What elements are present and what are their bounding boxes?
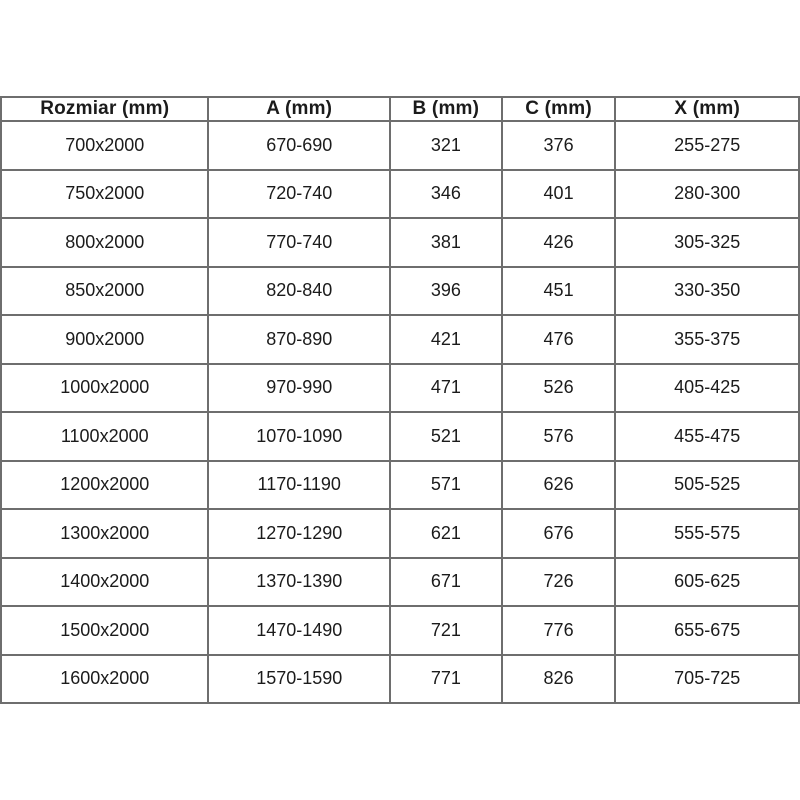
cell-x: 555-575	[615, 509, 799, 558]
cell-a: 1170-1190	[208, 461, 390, 510]
cell-x: 655-675	[615, 606, 799, 655]
column-header-b: B (mm)	[390, 97, 502, 121]
cell-x: 255-275	[615, 121, 799, 170]
cell-rozmiar: 1000x2000	[1, 364, 208, 413]
table-row	[1, 315, 799, 364]
cell-b: 346	[390, 170, 502, 219]
cell-a: 770-740	[208, 218, 390, 267]
cell-c: 451	[502, 267, 616, 316]
cell-b: 471	[390, 364, 502, 413]
cell-rozmiar: 1500x2000	[1, 606, 208, 655]
cell-b: 621	[390, 509, 502, 558]
cell-a: 1070-1090	[208, 412, 390, 461]
cell-x: 455-475	[615, 412, 799, 461]
cell-rozmiar: 1400x2000	[1, 558, 208, 607]
table-row	[1, 606, 799, 655]
cell-a: 1270-1290	[208, 509, 390, 558]
dimension-table	[0, 96, 800, 704]
table-header-row	[1, 97, 799, 121]
cell-x: 355-375	[615, 315, 799, 364]
cell-x: 505-525	[615, 461, 799, 510]
cell-rozmiar: 700x2000	[1, 121, 208, 170]
cell-c: 476	[502, 315, 616, 364]
cell-rozmiar: 1600x2000	[1, 655, 208, 704]
cell-rozmiar: 750x2000	[1, 170, 208, 219]
table-row	[1, 655, 799, 704]
cell-c: 401	[502, 170, 616, 219]
cell-a: 670-690	[208, 121, 390, 170]
cell-rozmiar: 800x2000	[1, 218, 208, 267]
table-row	[1, 461, 799, 510]
cell-b: 771	[390, 655, 502, 704]
cell-b: 571	[390, 461, 502, 510]
cell-c: 426	[502, 218, 616, 267]
cell-b: 381	[390, 218, 502, 267]
table-row	[1, 267, 799, 316]
cell-b: 396	[390, 267, 502, 316]
cell-b: 321	[390, 121, 502, 170]
cell-b: 421	[390, 315, 502, 364]
cell-a: 1470-1490	[208, 606, 390, 655]
table-row	[1, 121, 799, 170]
cell-x: 280-300	[615, 170, 799, 219]
cell-a: 1570-1590	[208, 655, 390, 704]
table-row	[1, 170, 799, 219]
cell-x: 330-350	[615, 267, 799, 316]
column-header-x: X (mm)	[615, 97, 799, 121]
cell-a: 720-740	[208, 170, 390, 219]
cell-rozmiar: 1200x2000	[1, 461, 208, 510]
cell-b: 721	[390, 606, 502, 655]
cell-rozmiar: 850x2000	[1, 267, 208, 316]
cell-c: 826	[502, 655, 616, 704]
cell-a: 970-990	[208, 364, 390, 413]
cell-rozmiar: 1100x2000	[1, 412, 208, 461]
cell-c: 676	[502, 509, 616, 558]
cell-c: 376	[502, 121, 616, 170]
table-row	[1, 364, 799, 413]
cell-c: 726	[502, 558, 616, 607]
cell-rozmiar: 1300x2000	[1, 509, 208, 558]
table-row	[1, 558, 799, 607]
column-header-a: A (mm)	[208, 97, 390, 121]
table-row	[1, 218, 799, 267]
column-header-rozmiar: Rozmiar (mm)	[1, 97, 208, 121]
table-row	[1, 412, 799, 461]
cell-c: 526	[502, 364, 616, 413]
cell-x: 405-425	[615, 364, 799, 413]
cell-rozmiar: 900x2000	[1, 315, 208, 364]
cell-b: 521	[390, 412, 502, 461]
cell-a: 1370-1390	[208, 558, 390, 607]
column-header-c: C (mm)	[502, 97, 616, 121]
cell-b: 671	[390, 558, 502, 607]
cell-c: 576	[502, 412, 616, 461]
cell-c: 776	[502, 606, 616, 655]
cell-c: 626	[502, 461, 616, 510]
cell-x: 305-325	[615, 218, 799, 267]
cell-x: 705-725	[615, 655, 799, 704]
table-row	[1, 509, 799, 558]
cell-a: 870-890	[208, 315, 390, 364]
cell-x: 605-625	[615, 558, 799, 607]
cell-a: 820-840	[208, 267, 390, 316]
